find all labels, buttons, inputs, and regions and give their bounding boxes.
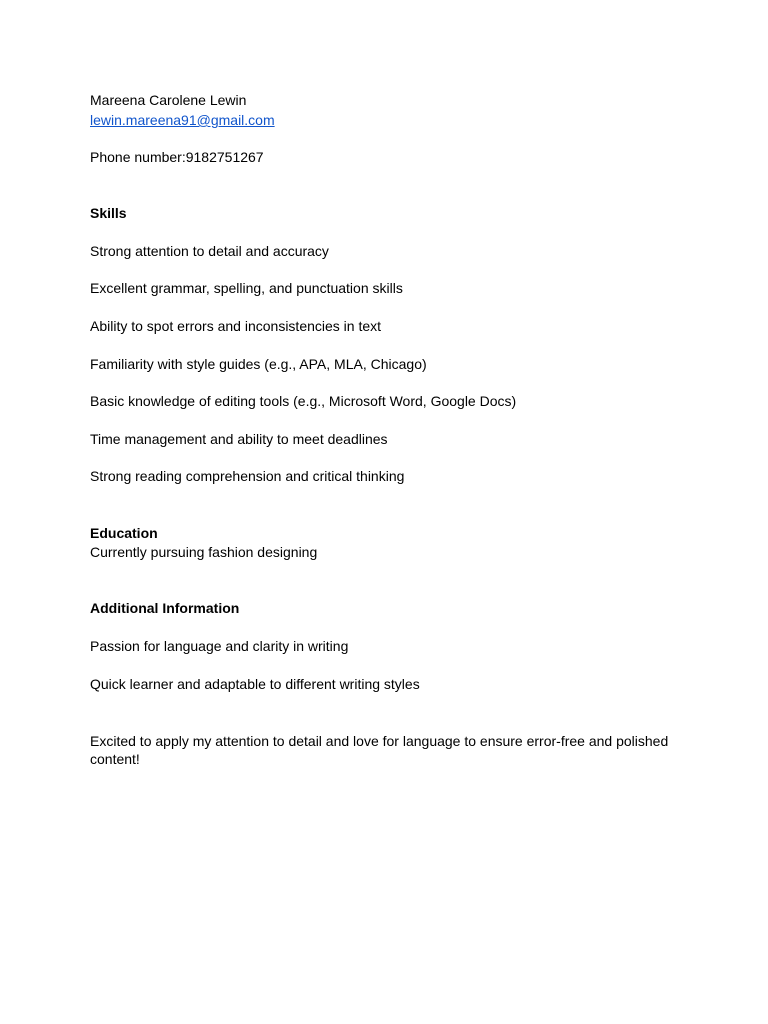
additional-info-item: Passion for language and clarity in writing (90, 638, 349, 654)
skill-item: Strong reading comprehension and critical thinking (90, 468, 405, 484)
education-text: Currently pursuing fashion designing (90, 544, 318, 560)
skill-item: Ability to spot errors and inconsistencies in text (90, 318, 382, 334)
phone-number: Phone number:9182751267 (90, 149, 264, 165)
skill-item: Basic knowledge of editing tools (e.g., Microsoft Word, Google Docs) (90, 393, 517, 409)
skill-item: Excellent grammar, spelling, and punctuation skills (90, 280, 403, 296)
additional-info-heading: Additional Information (90, 600, 240, 616)
skill-item: Strong attention to detail and accuracy (90, 243, 329, 259)
additional-info-item: Quick learner and adaptable to different writing styles (90, 676, 420, 692)
closing-statement: Excited to apply my attention to detail and love for language to ensure error-free and polished content! (90, 733, 669, 767)
skill-item: Time management and ability to meet deadlines (90, 431, 388, 447)
education-heading: Education (90, 525, 158, 541)
email-link[interactable]: lewin.mareena91@gmail.com (90, 112, 275, 128)
skills-heading: Skills (90, 205, 127, 221)
skill-item: Familiarity with style guides (e.g., APA, MLA, Chicago) (90, 356, 427, 372)
applicant-name: Mareena Carolene Lewin (90, 92, 247, 108)
